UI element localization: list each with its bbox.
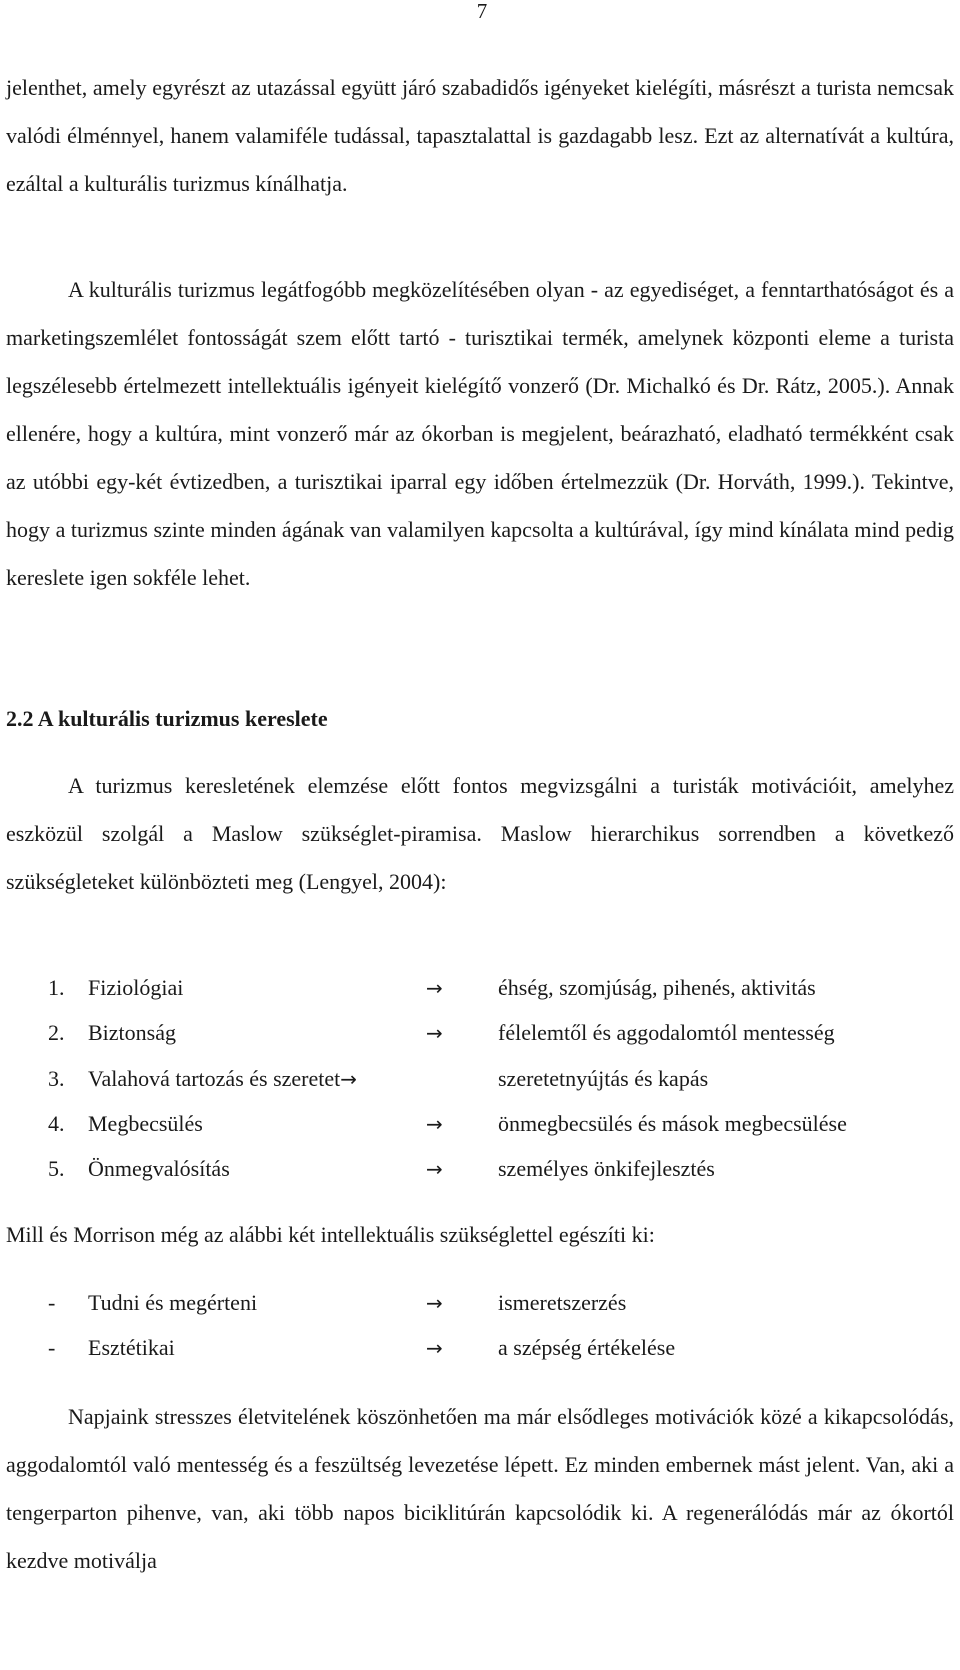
list-item-description: félelemtől és aggodalomtól mentesség [498,1020,835,1045]
list-item-number: 3. [48,1066,65,1091]
list-item-term: Fiziológiai [88,975,184,1000]
arrow-right-icon: → [426,1021,443,1045]
list-item-number: 1. [48,975,65,1000]
page-number: 7 [476,0,488,23]
list-item-number: 2. [48,1020,65,1045]
list-item [48,1333,948,1363]
list-item-term: Tudni és megérteni [88,1290,258,1315]
list-item-term: Biztonság [88,1020,176,1045]
paragraph-maslow-intro: A turizmus keresletének elemzése előtt fontos megvizsgálni a turisták motivációit, amelyhez eszközül szolgál a Maslow szükséglet-piramisa. Maslow hierarchikus sorrendben a következő szükségleteket különbözteti meg (Lengyel, 2004): [6,773,954,894]
list-item-dash: - [48,1335,56,1360]
list-item-description: önmegbecsülés és mások megbecsülése [498,1111,847,1136]
list-item [48,1109,948,1139]
arrow-right-icon: → [426,1157,443,1181]
arrow-right-icon: → [426,1336,443,1360]
paragraph-mill-morrison: Mill és Morrison még az alábbi két intellektuális szükséglettel egészíti ki: [6,1222,655,1247]
list-item-term: Megbecsülés [88,1111,203,1136]
list-item-description: a szépség értékelése [498,1335,676,1360]
list-item-description: ismeretszerzés [498,1290,627,1315]
list-item-term: Esztétikai [88,1335,175,1360]
list-item-number: 5. [48,1156,65,1181]
paragraph-stress: Napjaink stresszes életvitelének köszönhetően ma már elsődleges motivációk közé a kikapcsolódás, aggodalomtól való mentesség és a feszültség levezetése lépett. Ez minden embernek mást jelent. Van, aki a tengerparton pihenve, van, aki több napos biciklitúrán kapcsolódik ki. A regenerálódás már az ókortól kezdve motiválja [6,1404,954,1573]
arrow-right-icon: → [426,1112,443,1136]
list-item-description: éhség, szomjúság, pihenés, aktivitás [498,975,816,1000]
list-item-number: 4. [48,1111,65,1136]
arrow-right-icon: → [426,1291,443,1315]
list-item-description: szeretetnyújtás és kapás [498,1066,709,1091]
paragraph-cultural-tourism: A kulturális turizmus legátfogóbb megközelítésében olyan - az egyediséget, a fenntarthatóságot és a marketingszemlélet fontosságát szem előtt tartó - turisztikai termék, amelynek központi eleme a turista legszélesebb értelmezett intellektuális igényeit kielégítő vonzerő (Dr. Michalkó és Dr. Rátz, 2005.). Annak ellenére, hogy a kultúra, mint vonzerő már az ókorban is megjelent, beárazható, eladható termékként csak az utóbbi egy-két évtizedben, a turisztikai iparral egy időben értelmezzük (Dr. Horváth, 1999.). Tekintve, hogy a turizmus szinte minden ágának van valamilyen kapcsolta a kultúrával, így mind kínálata mind pedig kereslete igen sokféle lehet. [6,277,954,590]
section-heading: 2.2 A kulturális turizmus kereslete [6,706,328,731]
list-item [48,1064,948,1094]
list-item-description: személyes önkifejlesztés [498,1156,715,1181]
arrow-right-icon: → [340,1067,358,1091]
list-item-term [88,1064,357,1094]
list-item-term: Önmegvalósítás [88,1156,230,1181]
list-item-dash: - [48,1290,56,1315]
list-item [48,973,948,1003]
list-item-term-text: Valahová tartozás és szeretet [88,1066,341,1091]
arrow-right-icon: → [426,976,443,1000]
list-item [48,1154,948,1184]
list-item [48,1018,948,1048]
paragraph-intro: jelenthet, amely egyrészt az utazással együtt járó szabadidős igényeket kielégíti, másrészt a turista nemcsak valódi élménnyel, hanem valamiféle tudással, tapasztalattal is gazdagabb lesz. Ezt az alternatívát a kultúra, ezáltal a kulturális turizmus kínálhatja. [6,75,954,196]
list-item [48,1288,948,1318]
